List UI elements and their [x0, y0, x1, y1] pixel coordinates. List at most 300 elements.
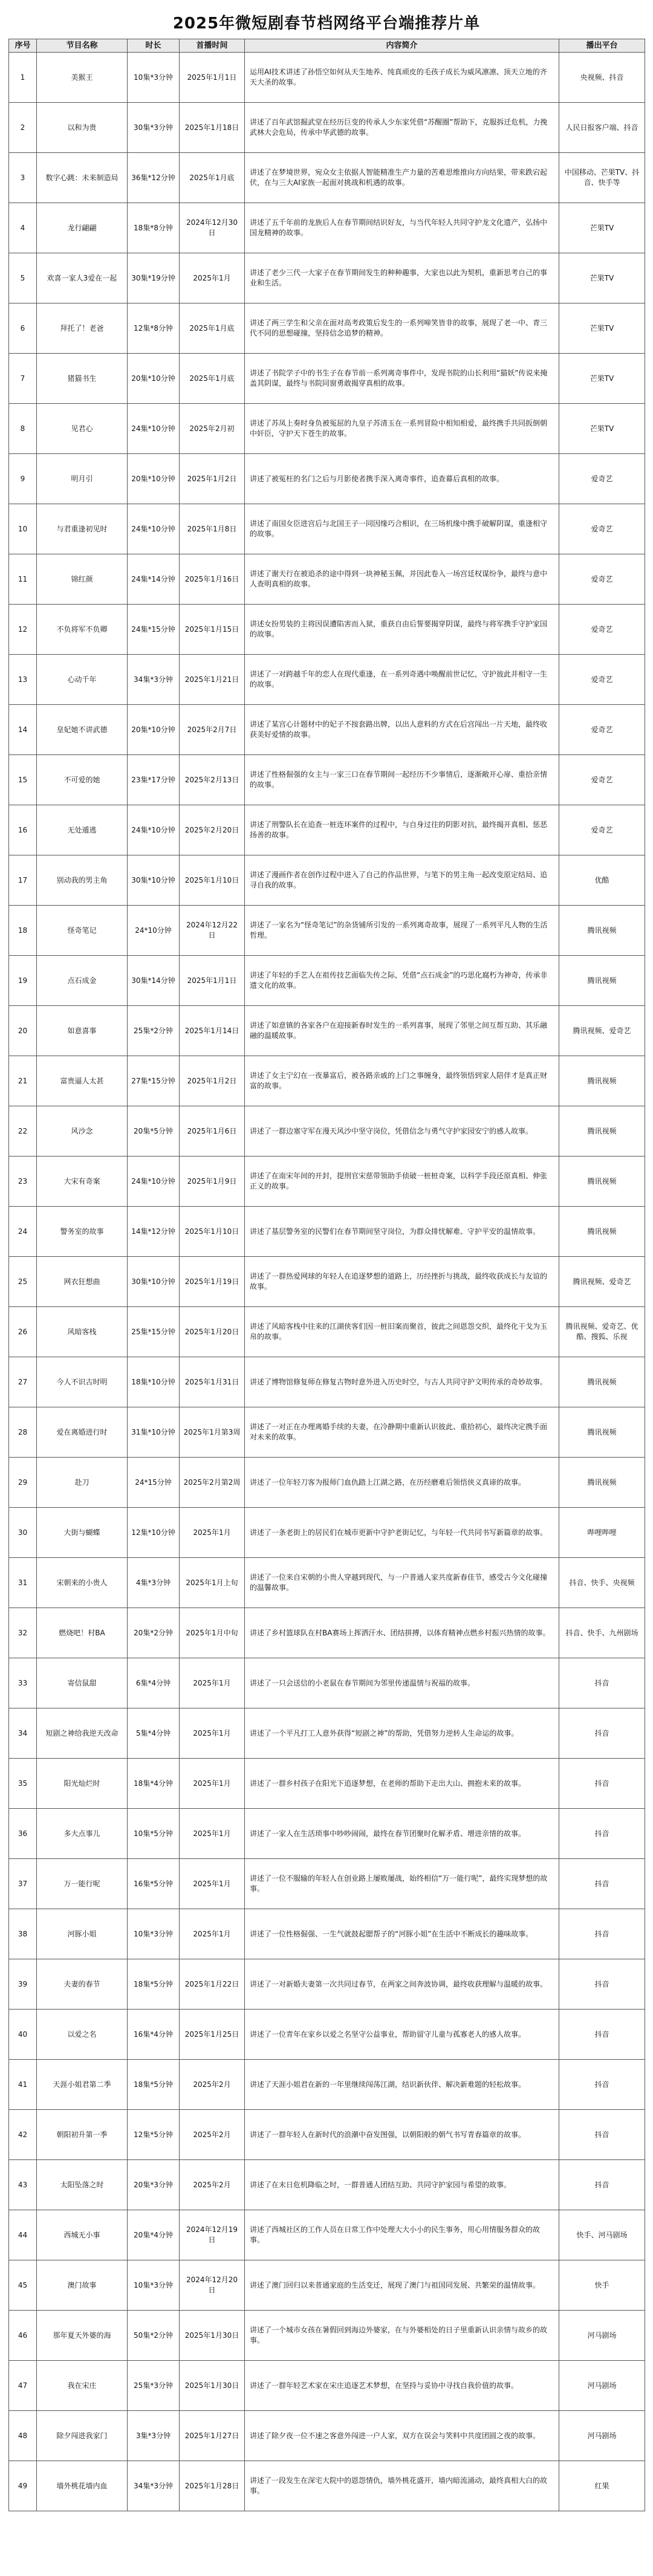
cell-platform: 爱奇艺 [559, 755, 645, 805]
table-row [9, 303, 645, 354]
cell-platform: 快手、河马剧场 [559, 2210, 645, 2260]
table-row [9, 53, 645, 103]
cell-date: 2025年1月 [180, 1508, 245, 1558]
cell-no: 14 [9, 705, 37, 755]
cell-duration: 34集*3分钟 [128, 655, 180, 705]
cell-platform: 芒果TV [559, 404, 645, 454]
cell-platform: 腾讯视频、爱奇艺 [559, 1006, 645, 1056]
cell-no: 34 [9, 1708, 37, 1759]
table-row [9, 1809, 645, 1859]
cell-duration: 24集*10分钟 [128, 404, 180, 454]
cell-date: 2025年2月 [180, 2060, 245, 2110]
cell-description: 讲述了老少三代一大家子在春节期间发生的种种趣事，大家也以此为契机，重新思考自己的事业和生活。 [245, 253, 559, 303]
cell-name: 以爱之名 [37, 2010, 128, 2060]
cell-name: 富贵逼人太甚 [37, 1056, 128, 1106]
cell-platform: 芒果TV [559, 253, 645, 303]
cell-date: 2025年1月30日 [180, 2361, 245, 2411]
cell-date: 2025年1月 [180, 1909, 245, 1959]
cell-description: 讲述了一群热爱网球的年轻人在追逐梦想的道路上，历经挫折与挑战，最终收获成长与友谊的故事。 [245, 1257, 559, 1307]
cell-name: 寄信鼠甜 [37, 1658, 128, 1708]
cell-name: 河豚小姐 [37, 1909, 128, 1959]
cell-date: 2025年2月 [180, 2110, 245, 2160]
cell-platform: 河马剧场 [559, 2361, 645, 2411]
cell-name: 心动千年 [37, 655, 128, 705]
cell-description: 讲述了五千年前的龙族后人在春节期间结识好友，与当代年轻人共同守护龙文化遗产，弘扬中国龙精神的故事。 [245, 203, 559, 253]
cell-duration: 18集*10分钟 [128, 1357, 180, 1407]
cell-date: 2025年1月上旬 [180, 1558, 245, 1608]
table-row [9, 2160, 645, 2210]
table-row [9, 454, 645, 504]
cell-platform: 抖音 [559, 2010, 645, 2060]
table-row [9, 2060, 645, 2110]
cell-platform: 腾讯视频、爱奇艺、优酷、搜狐、乐视 [559, 1307, 645, 1357]
cell-duration: 25集*2分钟 [128, 1006, 180, 1056]
cell-description: 讲述了风暗客栈中往来的江湖侠客们因一桩旧案而聚首，彼此之间恩怨交织，最终化干戈为玉帛的故事。 [245, 1307, 559, 1357]
cell-name: 今人不识古时明 [37, 1357, 128, 1407]
cell-date: 2025年1月 [180, 1658, 245, 1708]
cell-name: 大街与蝴蝶 [37, 1508, 128, 1558]
cell-description: 讲述了乡村篮球队在村BA赛场上挥洒汗水、团结拼搏，以体育精神点燃乡村振兴热情的故事。 [245, 1608, 559, 1658]
table-row [9, 1006, 645, 1056]
cell-name: 见君心 [37, 404, 128, 454]
cell-date: 2024年12月19日 [180, 2210, 245, 2260]
cell-name: 不负将军不负卿 [37, 605, 128, 655]
cell-duration: 4集*3分钟 [128, 1558, 180, 1608]
cell-platform: 抖音 [559, 1658, 645, 1708]
cell-description: 讲述了一群乡村孩子在阳光下追逐梦想，在老师的帮助下走出大山、拥抱未来的故事。 [245, 1759, 559, 1809]
table-row [9, 1307, 645, 1357]
cell-duration: 27集*15分钟 [128, 1056, 180, 1106]
cell-platform: 腾讯视频 [559, 1157, 645, 1207]
cell-duration: 36集*12分钟 [128, 153, 180, 203]
cell-platform: 哔哩哔哩 [559, 1508, 645, 1558]
cell-no: 10 [9, 504, 37, 554]
cell-platform: 人民日报客户端、抖音 [559, 103, 645, 153]
table-row [9, 906, 645, 956]
cell-platform: 抖音 [559, 2060, 645, 2110]
cell-no: 19 [9, 956, 37, 1006]
cell-no: 29 [9, 1458, 37, 1508]
cell-name: 大宋有奇案 [37, 1157, 128, 1207]
cell-no: 18 [9, 906, 37, 956]
cell-duration: 24集*10分钟 [128, 805, 180, 855]
table-row [9, 1157, 645, 1207]
table-row [9, 2411, 645, 2461]
cell-no: 4 [9, 203, 37, 253]
cell-no: 11 [9, 554, 37, 605]
cell-platform: 红果 [559, 2461, 645, 2511]
cell-platform: 抖音 [559, 1909, 645, 1959]
cell-date: 2025年1月8日 [180, 504, 245, 554]
cell-description: 讲述了漫画作者在创作过程中进入了自己的作品世界，与笔下的男主角一起改变原定结局、追寻自我的故事。 [245, 855, 559, 906]
cell-description: 讲述了一位青年在家乡以爱之名坚守公益事业，帮助留守儿童与孤寡老人的感人故事。 [245, 2010, 559, 2060]
cell-name: 宋朝来的小贵人 [37, 1558, 128, 1608]
cell-description: 讲述了被冤枉的名门之后与月影使者携手深入离奇事件，追查幕后真相的故事。 [245, 454, 559, 504]
cell-name: 天涯小姐君第二季 [37, 2060, 128, 2110]
cell-name: 数字心跳：未来制造局 [37, 153, 128, 203]
cell-date: 2025年1月底 [180, 354, 245, 404]
cell-platform: 芒果TV [559, 354, 645, 404]
table-row [9, 655, 645, 705]
cell-date: 2025年2月 [180, 2160, 245, 2210]
table-row [9, 2260, 645, 2311]
table-row [9, 1658, 645, 1708]
cell-date: 2025年1月10日 [180, 855, 245, 906]
cell-date: 2025年1月底 [180, 153, 245, 203]
cell-platform: 腾讯视频 [559, 906, 645, 956]
cell-no: 13 [9, 655, 37, 705]
cell-date: 2025年2月第2周 [180, 1458, 245, 1508]
table-row [9, 1859, 645, 1909]
cell-description: 讲述了澳门回归以来普通家庭的生活变迁，展现了澳门与祖国同发展、共繁荣的温情故事。 [245, 2260, 559, 2311]
cell-name: 网衣狂想曲 [37, 1257, 128, 1307]
table-row [9, 1458, 645, 1508]
cell-description: 讲述了一位不服输的年轻人在创业路上屡败屡战，始终相信“万一能行呢”，最终实现梦想的故事。 [245, 1859, 559, 1909]
document-title: 2025年微短剧春节档网络平台端推荐片单 [172, 15, 481, 33]
table-row [9, 855, 645, 906]
cell-date: 2025年1月 [180, 1809, 245, 1859]
cell-no: 39 [9, 1959, 37, 2010]
cell-date: 2025年1月 [180, 253, 245, 303]
cell-duration: 6集*4分钟 [128, 1658, 180, 1708]
cell-duration: 30集*3分钟 [128, 103, 180, 153]
cell-date: 2025年1月 [180, 1759, 245, 1809]
cell-platform: 抖音 [559, 1759, 645, 1809]
cell-platform: 中国移动、芒果TV、抖音、快手等 [559, 153, 645, 203]
cell-platform: 腾讯视频 [559, 1357, 645, 1407]
cell-duration: 24集*10分钟 [128, 504, 180, 554]
cell-duration: 50集*2分钟 [128, 2311, 180, 2361]
cell-description: 讲述了书院学子中的书生子在春节前一系列离奇事件中，发现书院的山长利用“猫妖”传说来掩盖其阴谋，最终与书院同窗勇敢揭穿真相的故事。 [245, 354, 559, 404]
cell-platform: 抖音 [559, 1708, 645, 1759]
cell-date: 2025年2月初 [180, 404, 245, 454]
cell-description: 讲述了女主宁幻在一夜暴富后，被各路亲戚的上门之事缠身，最终领悟到家人陪伴才是真正财富的故事。 [245, 1056, 559, 1106]
cell-date: 2024年12月20日 [180, 2260, 245, 2311]
cell-description: 讲述了一群年轻艺术家在宋庄追逐艺术梦想，在坚持与妥协中寻找自我价值的故事。 [245, 2361, 559, 2411]
cell-no: 36 [9, 1809, 37, 1859]
cell-duration: 24*10分钟 [128, 906, 180, 956]
cell-name: 警务室的故事 [37, 1207, 128, 1257]
cell-description: 讲述了某宫心计题材中的妃子不按套路出牌，以出人意料的方式在后宫闯出一片天地，最终收获美好爱情的故事。 [245, 705, 559, 755]
cell-duration: 10集*3分钟 [128, 2260, 180, 2311]
cell-date: 2025年1月19日 [180, 1257, 245, 1307]
cell-no: 40 [9, 2010, 37, 2060]
cell-no: 5 [9, 253, 37, 303]
cell-date: 2025年1月28日 [180, 2461, 245, 2511]
schedule-table [8, 39, 645, 2511]
cell-description: 讲述了苏凤上奏时身负被冤屈的九皇子苏清玉在一系列冒险中相知相爱，最终携手共同扳倒朝中奸臣，守护天下苍生的故事。 [245, 404, 559, 454]
cell-no: 16 [9, 805, 37, 855]
table-row [9, 1257, 645, 1307]
cell-platform: 腾讯视频 [559, 1458, 645, 1508]
cell-duration: 30集*10分钟 [128, 855, 180, 906]
cell-duration: 31集*10分钟 [128, 1407, 180, 1458]
cell-platform: 抖音 [559, 1859, 645, 1909]
table-row [9, 1708, 645, 1759]
column-header-date: 首播时间 [180, 39, 245, 53]
table-row [9, 1909, 645, 1959]
cell-duration: 25集*15分钟 [128, 1307, 180, 1357]
cell-date: 2025年1月1日 [180, 53, 245, 103]
cell-name: 猪猫书生 [37, 354, 128, 404]
cell-platform: 抖音、快手、九州剧场 [559, 1608, 645, 1658]
cell-date: 2025年1月22日 [180, 1959, 245, 2010]
table-row [9, 253, 645, 303]
cell-description: 讲述了在梦境世界，宛众女主依据人智能精准生产力量的苦难思维推向方向结果，带来跌宕起伏，在与三大AI家族一起面对挑战和机遇的故事。 [245, 153, 559, 203]
cell-name: 以和为贵 [37, 103, 128, 153]
cell-description: 讲述了一位年轻刀客为报师门血仇踏上江湖之路，在历经磨难后领悟侠义真谛的故事。 [245, 1458, 559, 1508]
cell-name: 太阳坠落之时 [37, 2160, 128, 2210]
cell-platform: 腾讯视频 [559, 1207, 645, 1257]
cell-duration: 30集*10分钟 [128, 1257, 180, 1307]
cell-platform: 芒果TV [559, 303, 645, 354]
cell-no: 26 [9, 1307, 37, 1357]
cell-no: 15 [9, 755, 37, 805]
cell-date: 2025年1月21日 [180, 655, 245, 705]
cell-duration: 12集*5分钟 [128, 2110, 180, 2160]
cell-description: 讲述了一对正在办理离婚手续的夫妻，在冷静期中重新认识彼此、重拾初心，最终决定携手面对未来的故事。 [245, 1407, 559, 1458]
cell-duration: 24集*14分钟 [128, 554, 180, 605]
cell-duration: 18集*8分钟 [128, 203, 180, 253]
cell-date: 2025年1月 [180, 1859, 245, 1909]
cell-date: 2025年1月10日 [180, 1207, 245, 1257]
cell-name: 西城无小事 [37, 2210, 128, 2260]
cell-platform: 爱奇艺 [559, 454, 645, 504]
table-row [9, 1508, 645, 1558]
cell-duration: 25集*3分钟 [128, 2361, 180, 2411]
cell-name: 怪奇笔记 [37, 906, 128, 956]
cell-description: 讲述了南国女臣进宫后与北国王子一同因缘巧合相识，在三场机缘中携手破解阴谋，重逢相守的故事。 [245, 504, 559, 554]
cell-description: 讲述了博物馆修复师在修复古物时意外进入历史时空，与古人共同守护文明传承的奇妙故事。 [245, 1357, 559, 1407]
table-body [9, 53, 645, 2511]
table-row [9, 1407, 645, 1458]
table-row [9, 1558, 645, 1608]
cell-no: 38 [9, 1909, 37, 1959]
table-row [9, 1759, 645, 1809]
cell-date: 2025年2月7日 [180, 705, 245, 755]
cell-platform: 芒果TV [559, 203, 645, 253]
table-row [9, 2110, 645, 2160]
cell-date: 2025年1月底 [180, 303, 245, 354]
cell-date: 2025年1月25日 [180, 2010, 245, 2060]
cell-no: 28 [9, 1407, 37, 1458]
cell-name: 爱在离婚进行时 [37, 1407, 128, 1458]
cell-date: 2025年1月15日 [180, 605, 245, 655]
table-row [9, 404, 645, 454]
cell-name: 多大点事儿 [37, 1809, 128, 1859]
cell-description: 讲述女扮男装的主将因误遭陷害而入狱，重获自由后誓要揭穿阴谋，最终与将军携手守护家国的故事。 [245, 605, 559, 655]
cell-name: 不可爱的她 [37, 755, 128, 805]
cell-description: 讲述了两三学生和父亲在面对高考政策后发生的一系列啼笑皆非的故事，展现了老一中、青三代不同的思想碰撞，坚持信念追梦的精神。 [245, 303, 559, 354]
cell-duration: 14集*12分钟 [128, 1207, 180, 1257]
cell-no: 8 [9, 404, 37, 454]
cell-description: 讲述了百年武馆掘武堂在经历巨变的传承人少东家凭借“苏醒圈”帮助下，克服拆迁危机，力挽武林大会危局，传承中华武德的故事。 [245, 103, 559, 153]
cell-description: 讲述了在南宋年间的开封，提刑官宋慈带领助手侦破一桩桩奇案，以科学手段还原真相、伸张正义的故事。 [245, 1157, 559, 1207]
cell-platform: 腾讯视频 [559, 1407, 645, 1458]
table-row [9, 1056, 645, 1106]
cell-platform: 抖音 [559, 2110, 645, 2160]
cell-description: 讲述了一条老街上的居民们在城市更新中守护老街记忆，与年轻一代共同书写新篇章的故事。 [245, 1508, 559, 1558]
cell-no: 32 [9, 1608, 37, 1658]
cell-name: 夫妻的春节 [37, 1959, 128, 2010]
cell-description: 讲述了一群边塞守军在漫天风沙中坚守岗位，凭借信念与勇气守护家园安宁的感人故事。 [245, 1106, 559, 1157]
table-row [9, 2461, 645, 2511]
cell-duration: 18集*5分钟 [128, 1959, 180, 2010]
cell-date: 2025年1月2日 [180, 454, 245, 504]
cell-no: 41 [9, 2060, 37, 2110]
cell-date: 2025年1月第3周 [180, 1407, 245, 1458]
cell-date: 2025年1月16日 [180, 554, 245, 605]
cell-platform: 央视频、抖音 [559, 53, 645, 103]
cell-duration: 34集*3分钟 [128, 2461, 180, 2511]
cell-platform: 河马剧场 [559, 2311, 645, 2361]
cell-name: 欢喜一家人3爱在一起 [37, 253, 128, 303]
cell-no: 47 [9, 2361, 37, 2411]
cell-date: 2025年1月6日 [180, 1106, 245, 1157]
column-header-description: 内容简介 [245, 39, 559, 53]
cell-duration: 18集*5分钟 [128, 2060, 180, 2110]
table-row [9, 2311, 645, 2361]
cell-duration: 20集*3分钟 [128, 2160, 180, 2210]
cell-description: 讲述了刑警队长在追查一桩连环案件的过程中，与自身过往的阴影对抗，最终揭开真相、惩恶扬善的故事。 [245, 805, 559, 855]
cell-duration: 24集*15分钟 [128, 605, 180, 655]
cell-date: 2025年1月9日 [180, 1157, 245, 1207]
cell-description: 讲述了一位性格倔强、一生气就鼓起腮帮子的“河豚小姐”在生活中不断成长的趣味故事。 [245, 1909, 559, 1959]
cell-name: 点石成金 [37, 956, 128, 1006]
table-row [9, 504, 645, 554]
table-row [9, 805, 645, 855]
cell-duration: 20集*5分钟 [128, 1106, 180, 1157]
cell-no: 1 [9, 53, 37, 103]
cell-duration: 16集*4分钟 [128, 2010, 180, 2060]
cell-description: 运用AI技术讲述了孙悟空如何从天生地养、纯真顽皮的毛孩子成长为威风凛凛、顶天立地的齐天大圣的故事。 [245, 53, 559, 103]
cell-name: 别动我的男主角 [37, 855, 128, 906]
cell-date: 2025年1月14日 [180, 1006, 245, 1056]
cell-no: 43 [9, 2160, 37, 2210]
cell-duration: 3集*3分钟 [128, 2411, 180, 2461]
cell-platform: 抖音、快手、央视频 [559, 1558, 645, 1608]
cell-no: 33 [9, 1658, 37, 1708]
column-header-duration: 时长 [128, 39, 180, 53]
cell-no: 49 [9, 2461, 37, 2511]
cell-description: 讲述了年轻的手艺人在祖传技艺面临失传之际，凭借“点石成金”的巧思化腐朽为神奇，传承非遗文化的故事。 [245, 956, 559, 1006]
cell-platform: 腾讯视频、爱奇艺 [559, 1257, 645, 1307]
cell-description: 讲述了一对跨越千年的恋人在现代重逢，在一系列奇遇中唤醒前世记忆，守护彼此并相守一生的故事。 [245, 655, 559, 705]
cell-duration: 23集*17分钟 [128, 755, 180, 805]
table-row [9, 1608, 645, 1658]
cell-date: 2024年12月30日 [180, 203, 245, 253]
cell-name: 朝阳初升第一季 [37, 2110, 128, 2160]
table-row [9, 2010, 645, 2060]
cell-name: 风暗客栈 [37, 1307, 128, 1357]
table-row [9, 103, 645, 153]
cell-name: 我在宋庄 [37, 2361, 128, 2411]
cell-date: 2025年2月13日 [180, 755, 245, 805]
cell-name: 与君重逢初见时 [37, 504, 128, 554]
cell-date: 2025年1月18日 [180, 103, 245, 153]
cell-name: 万一能行呢 [37, 1859, 128, 1909]
cell-name: 如意喜事 [37, 1006, 128, 1056]
table-row [9, 605, 645, 655]
table-row [9, 203, 645, 253]
cell-no: 2 [9, 103, 37, 153]
cell-no: 6 [9, 303, 37, 354]
cell-name: 墙外桃花墙内血 [37, 2461, 128, 2511]
table-row [9, 153, 645, 203]
table-row [9, 705, 645, 755]
table-header-row [9, 39, 645, 53]
cell-platform: 抖音 [559, 1809, 645, 1859]
cell-name: 皇妃她不讲武德 [37, 705, 128, 755]
cell-platform: 抖音 [559, 2160, 645, 2210]
cell-duration: 20集*10分钟 [128, 454, 180, 504]
cell-date: 2025年1月27日 [180, 2411, 245, 2461]
cell-platform: 抖音 [559, 1959, 645, 2010]
cell-platform: 爱奇艺 [559, 705, 645, 755]
table-row [9, 2210, 645, 2260]
cell-no: 27 [9, 1357, 37, 1407]
cell-date: 2025年1月31日 [180, 1357, 245, 1407]
column-header-no: 序号 [9, 39, 37, 53]
cell-description: 讲述了一家名为“怪奇笔记”的杂货铺所引发的一系列离奇故事，展现了一系列平凡人物的生活哲理。 [245, 906, 559, 956]
cell-duration: 10集*3分钟 [128, 53, 180, 103]
cell-no: 31 [9, 1558, 37, 1608]
cell-name: 龙行翩翩 [37, 203, 128, 253]
table-row [9, 956, 645, 1006]
cell-no: 37 [9, 1859, 37, 1909]
cell-name: 锦红颜 [37, 554, 128, 605]
cell-duration: 30集*19分钟 [128, 253, 180, 303]
cell-description: 讲述了一只会送信的小老鼠在春节期间为邻里传递温情与祝福的故事。 [245, 1658, 559, 1708]
cell-platform: 爱奇艺 [559, 655, 645, 705]
cell-duration: 10集*3分钟 [128, 1909, 180, 1959]
cell-description: 讲述了如意镇的各家各户在迎接新春时发生的一系列喜事，展现了邻里之间互帮互助、其乐融融的温暖故事。 [245, 1006, 559, 1056]
cell-duration: 18集*4分钟 [128, 1759, 180, 1809]
cell-description: 讲述了一群年轻人在新时代的浪潮中奋发图强，以朝阳般的朝气书写青春篇章的故事。 [245, 2110, 559, 2160]
cell-no: 30 [9, 1508, 37, 1558]
cell-description: 讲述了西城社区的工作人员在日常工作中处理大大小小的民生事务，用心用情服务群众的故事。 [245, 2210, 559, 2260]
cell-duration: 20集*10分钟 [128, 354, 180, 404]
cell-description: 讲述了一个平凡打工人意外获得“短剧之神”的帮助，凭借努力逆转人生命运的故事。 [245, 1708, 559, 1759]
cell-platform: 爱奇艺 [559, 805, 645, 855]
cell-duration: 12集*8分钟 [128, 303, 180, 354]
column-header-platform: 播出平台 [559, 39, 645, 53]
table-row [9, 755, 645, 805]
cell-date: 2025年2月20日 [180, 805, 245, 855]
cell-name: 美猴王 [37, 53, 128, 103]
cell-duration: 5集*4分钟 [128, 1708, 180, 1759]
cell-no: 48 [9, 2411, 37, 2461]
cell-no: 35 [9, 1759, 37, 1809]
cell-description: 讲述了性格倔强的女主与一家三口在春节期间一起经历不少事情后，逐渐敞开心扉、重拾亲情的故事。 [245, 755, 559, 805]
column-header-name: 节目名称 [37, 39, 128, 53]
cell-no: 21 [9, 1056, 37, 1106]
cell-description: 讲述了一位来自宋朝的小贵人穿越到现代，与一户普通人家共度新春佳节，感受古今文化碰撞的温馨故事。 [245, 1558, 559, 1608]
cell-name: 燃烧吧！村BA [37, 1608, 128, 1658]
cell-date: 2025年1月1日 [180, 956, 245, 1006]
cell-date: 2024年12月22日 [180, 906, 245, 956]
cell-description: 讲述了在末日危机降临之时，一群普通人团结互助、共同守护家园与希望的故事。 [245, 2160, 559, 2210]
cell-duration: 20集*2分钟 [128, 1608, 180, 1658]
cell-no: 45 [9, 2260, 37, 2311]
cell-description: 讲述了一对新婚夫妻第一次共同过春节，在两家之间奔波协调，最终收获理解与温暖的故事。 [245, 1959, 559, 2010]
table-row [9, 554, 645, 605]
cell-description: 讲述了天涯小姐君在新的一年里继续闯荡江湖，结识新伙伴、解决新难题的轻松故事。 [245, 2060, 559, 2110]
cell-platform: 腾讯视频 [559, 1106, 645, 1157]
cell-duration: 12集*10分钟 [128, 1508, 180, 1558]
cell-platform: 爱奇艺 [559, 605, 645, 655]
cell-description: 讲述了谢天行在被追杀的途中得到一块神秘玉佩，并因此卷入一场宫廷权谋纷争，最终与意中人查明真相的故事。 [245, 554, 559, 605]
